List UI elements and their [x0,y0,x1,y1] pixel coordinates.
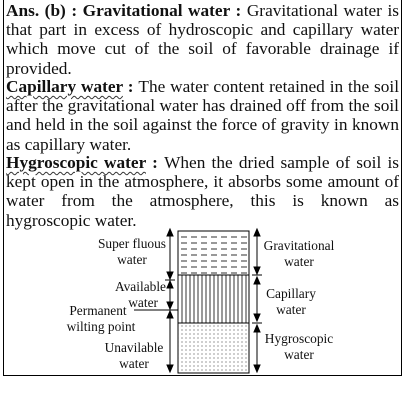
label-super-fluous-water: Super fluous water [97,236,167,267]
label-unavilable-water: Unavilable water [104,340,164,371]
hygroscopic-colon: : [145,153,165,172]
capillary-zone [178,275,249,323]
gravitational-term: Gravitational water : [82,1,242,20]
label-hygroscopic-water: Hygroscopic water [264,331,334,362]
label-gravitational-water: Gravitational water [263,238,335,269]
hygroscopic-definition: When the dried sample of soil is kept open in the atmosphere, it absorbs some amount of water from the atmosphere, this is known as hygroscopic water. [6,153,399,230]
answer-prefix: Ans. (b) [6,1,66,20]
hygroscopic-zone [178,323,249,373]
gravitational-definition: Gravitational water is that part in excess of hydroscopic and capillary water which move cut of the soil of favorable drainage if provided. [6,1,400,78]
gravitational-zone [178,231,249,275]
capillary-definition: The water content retained in the soil after the gravitational water has drained off from the soil and held in the soil against the force of gravity in known as capillary water. [6,77,399,154]
capillary-term: Capillary water [6,77,123,96]
soil-column [178,231,249,373]
answer-colon: : [65,1,83,20]
label-permanent-wilting-point: Permanent wilting point [66,303,136,334]
label-available-water: Available water [114,279,166,310]
hygroscopic-term: Hygroscopic water [6,153,146,172]
label-capillary-water: Capillary water [266,286,316,317]
capillary-colon: : [122,77,139,96]
